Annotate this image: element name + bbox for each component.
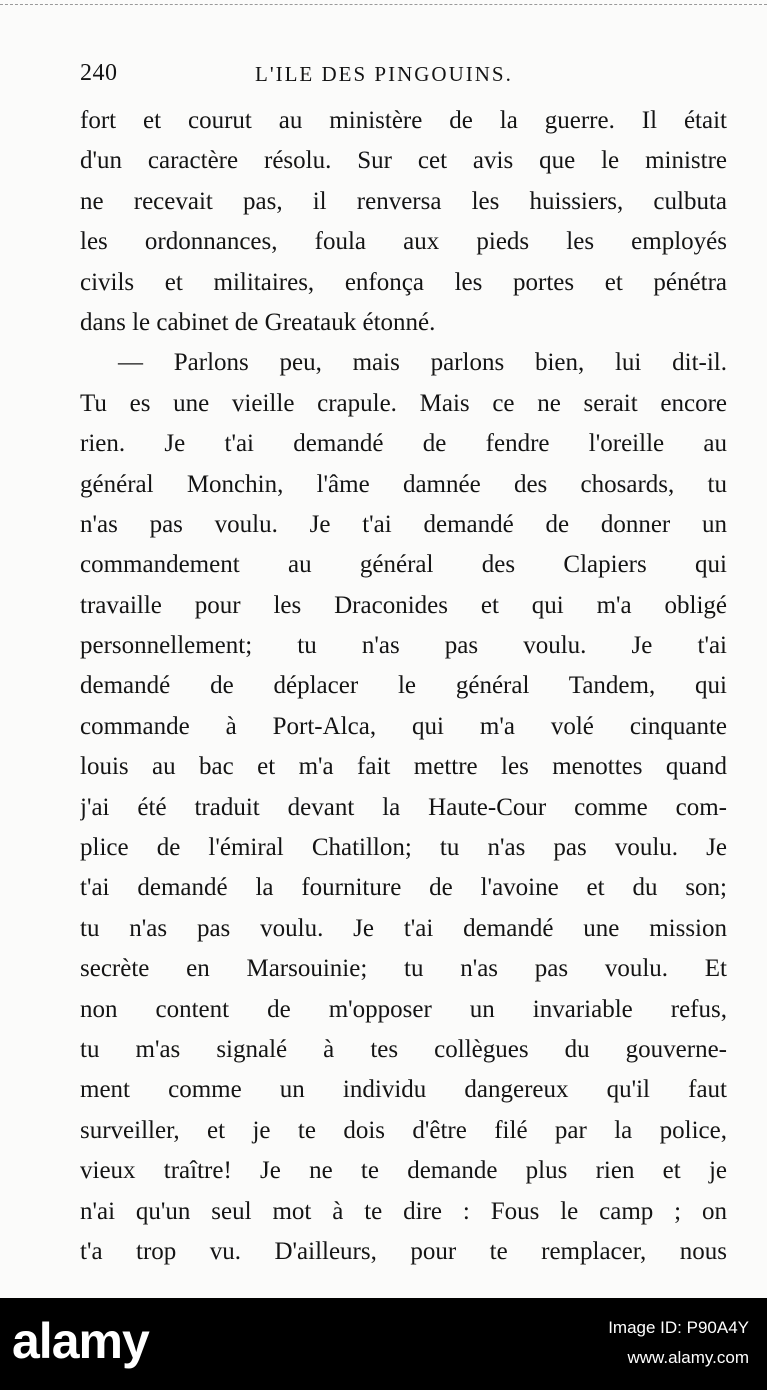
text-line: n'ai qu'un seul mot à te dire : Fous le camp ; on xyxy=(80,1197,727,1225)
text-line: dans le cabinet de Greatauk étonné. xyxy=(80,308,436,336)
page-number: 240 xyxy=(80,60,118,86)
text-line: d'un caractère résolu. Sur cet avis que le ministre xyxy=(80,147,727,175)
text-line: plice de l'émiral Chatillon; tu n'as pas voulu. Je xyxy=(80,834,727,862)
text-line: rien. Je t'ai demandé de fendre l'oreille au xyxy=(80,430,727,458)
text-line: louis au bac et m'a fait mettre les menottes quand xyxy=(80,753,727,781)
body-text xyxy=(80,101,727,1272)
text-line: commandement au général des Clapiers qui xyxy=(80,551,727,579)
text-line: fort et courut au ministère de la guerre. Il était xyxy=(80,107,727,134)
text-line: tu n'as pas voulu. Je t'ai demandé une mission xyxy=(80,914,727,942)
text-line: t'a trop vu. D'ailleurs, pour te remplacer, nous xyxy=(80,1237,727,1265)
text-line: ne recevait pas, il renversa les huissiers, culbuta xyxy=(80,187,727,215)
text-line: t'ai demandé la fourniture de l'avoine et du son; xyxy=(80,874,727,902)
page-header xyxy=(80,60,727,100)
image-id: Image ID: P90A4Y xyxy=(608,1318,749,1337)
text-line: j'ai été traduit devant la Haute-Cour comme com- xyxy=(80,793,727,821)
watermark-footer xyxy=(0,1298,767,1390)
alamy-logo: alamy xyxy=(12,1313,149,1369)
text-line: surveiller, et je te dois d'être filé par la police, xyxy=(80,1116,727,1144)
text-line: ment comme un individu dangereux qu'il faut xyxy=(80,1076,727,1104)
text-line: commande à Port-Alca, qui m'a volé cinquante xyxy=(80,712,727,740)
text-line: n'as pas voulu. Je t'ai demandé de donner un xyxy=(80,510,727,538)
text-line: les ordonnances, foula aux pieds les employés xyxy=(80,228,727,256)
running-title: L'ILE DES PINGOUINS. xyxy=(255,62,513,86)
text-line: Tu es une vieille crapule. Mais ce ne serait encore xyxy=(80,389,727,417)
text-line: tu m'as signalé à tes collègues du gouverne- xyxy=(80,1035,727,1063)
text-line: général Monchin, l'âme damnée des chosards, tu xyxy=(80,470,727,498)
text-line: — Parlons peu, mais parlons bien, lui dit-il. xyxy=(118,349,727,377)
text-line: travaille pour les Draconides et qui m'a obligé xyxy=(80,591,727,619)
text-line: secrète en Marsouinie; tu n'as pas voulu. Et xyxy=(80,955,727,983)
text-line: demandé de déplacer le général Tandem, qui xyxy=(80,672,727,700)
text-line: vieux traître! Je ne te demande plus rien et je xyxy=(80,1157,727,1185)
text-line: personnellement; tu n'as pas voulu. Je t'ai xyxy=(80,632,727,660)
text-line: civils et militaires, enfonça les portes et pénétra xyxy=(80,268,727,296)
text-line: non content de m'opposer un invariable refus, xyxy=(80,995,727,1023)
website-link[interactable]: www.alamy.com xyxy=(627,1348,749,1367)
top-rule xyxy=(0,4,767,5)
